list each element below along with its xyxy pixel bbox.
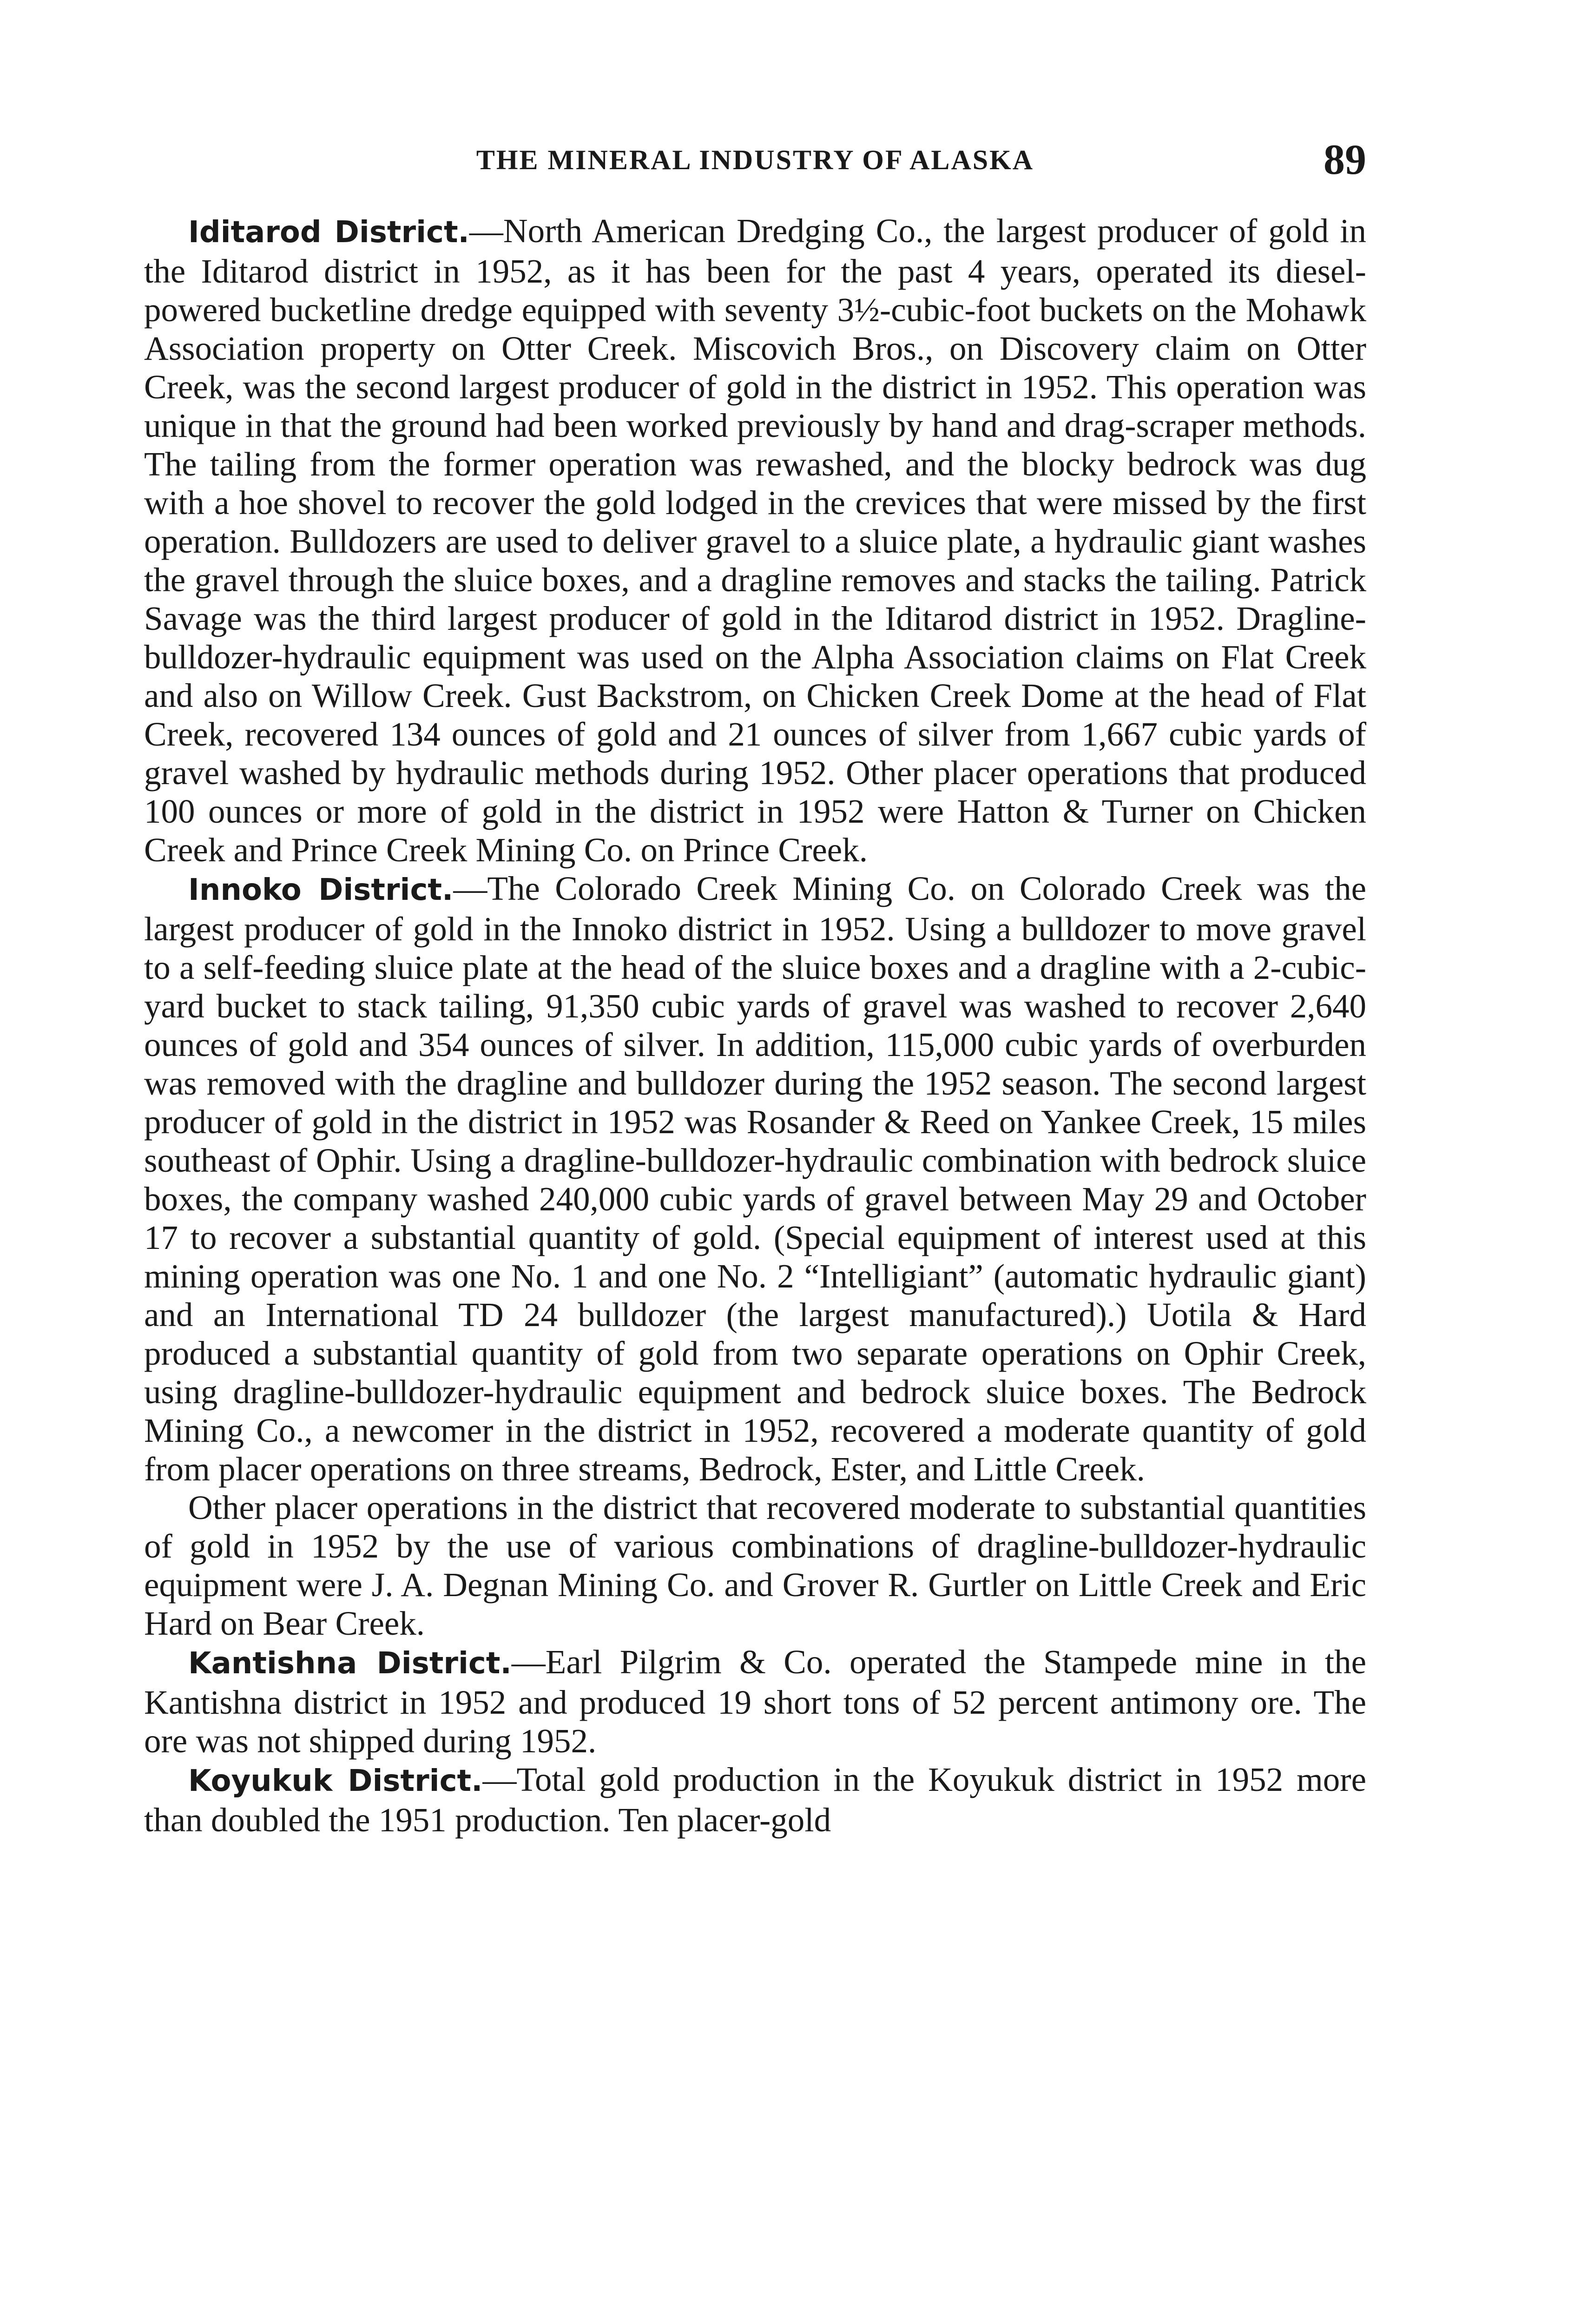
paragraph-koyukuk-text: —Total gold production in the Koyukuk district in 1952 more than doubled the 1951 production. Ten placer-gold [144, 1761, 1367, 1839]
heading-kantishna-district: Kantishna District. [188, 1646, 512, 1681]
running-title: THE MINERAL INDUSTRY OF ALASKA [476, 145, 1034, 175]
body-text [144, 211, 1366, 1839]
paragraph-innoko-text: —The Colorado Creek Mining Co. on Colorado Creek was the largest producer of gold in the Innoko district in 1952. Using a bulldozer to move gravel to a self-feeding sluice plate at the head of the sluice boxes and a dragline with a 2-cubic-yard bucket to stack tailing, 91,350 cubic yards of gravel was washed to recover 2,640 ounces of gold and 354 ounces of silver. In addition, 115,000 cubic yards of overburden was removed with the dragline and bulldozer during the 1952 season. The second largest producer of gold in the district in 1952 was Rosander & Reed on Yankee Creek, 15 miles southeast of Ophir. Using a dragline-bulldozer-hydraulic combination with bedrock sluice boxes, the company washed 240,000 cubic yards of gravel between May 29 and October 17 to recover a substantial quantity of gold. (Special equipment of interest used at this mining operation was one No. 1 and one No. 2 “Intelligiant” (automatic hydraulic giant) and an International TD 24 bulldozer (the largest manufactured).) Uotila & Hard produced a substantial quantity of gold from two separate operations on Ophir Creek, using dragline-bulldozer-hydraulic equipment and bedrock sluice boxes. The Bedrock Mining Co., a newcomer in the district in 1952, recovered a moderate quantity of gold from placer operations on three streams, Bedrock, Ester, and Little Creek. [144, 870, 1367, 1488]
heading-iditarod-district: Iditarod District. [188, 215, 469, 250]
running-head [144, 135, 1366, 186]
paragraph-iditarod-text: —North American Dredging Co., the largest producer of gold in the Iditarod district in 1952, as it has been for the past 4 years, operated its diesel-powered bucketline dredge equipped with seventy 3½-cubic-foot buckets on the Mohawk Association property on Otter Creek. Miscovich Bros., on Discovery claim on Otter Creek, was the second largest producer of gold in the district in 1952. This operation was unique in that the ground had been worked previously by hand and drag-scraper methods. The tailing from the former operation was rewashed, and the blocky bedrock was dug with a hoe shovel to recover the gold lodged in the crevices that were missed by the first operation. Bulldozers are used to deliver gravel to a sluice plate, a hydraulic giant washes the gravel through the sluice boxes, and a dragline removes and stacks the tailing. Patrick Savage was the third largest producer of gold in the Iditarod district in 1952. Dragline-bulldozer-hydraulic equipment was used on the Alpha Association claims on Flat Creek and also on Willow Creek. Gust Backstrom, on Chicken Creek Dome at the head of Flat Creek, recovered 134 ounces of gold and 21 ounces of silver from 1,667 cubic yards of gravel washed by hydraulic methods during 1952. Other placer operations that produced 100 ounces or more of gold in the district in 1952 were Hatton & Turner on Chicken Creek and Prince Creek Mining Co. on Prince Creek. [144, 212, 1366, 869]
paragraph-koyukuk [144, 1760, 1366, 1839]
paragraph-other-placer-text: Other placer operations in the district that recovered moderate to substantial quantities of gold in 1952 by the use of various combinations of dragline-bulldozer-hydraulic equipment were J. A. Degnan Mining Co. and Grover R. Gurtler on Little Creek and Eric Hard on Bear Creek. [144, 1489, 1366, 1642]
page-number: 89 [1324, 136, 1366, 183]
paragraph-innoko [144, 869, 1366, 1488]
paragraph-iditarod [144, 211, 1366, 869]
paragraph-other-placer [144, 1488, 1366, 1643]
heading-koyukuk-district: Koyukuk District. [188, 1764, 483, 1798]
paragraph-kantishna-text: —Earl Pilgrim & Co. operated the Stampede mine in the Kantishna district in 1952 and produced 19 short tons of 52 percent antimony ore. The ore was not shipped during 1952. [144, 1643, 1366, 1760]
paragraph-kantishna [144, 1643, 1366, 1760]
heading-innoko-district: Innoko District. [188, 873, 454, 907]
